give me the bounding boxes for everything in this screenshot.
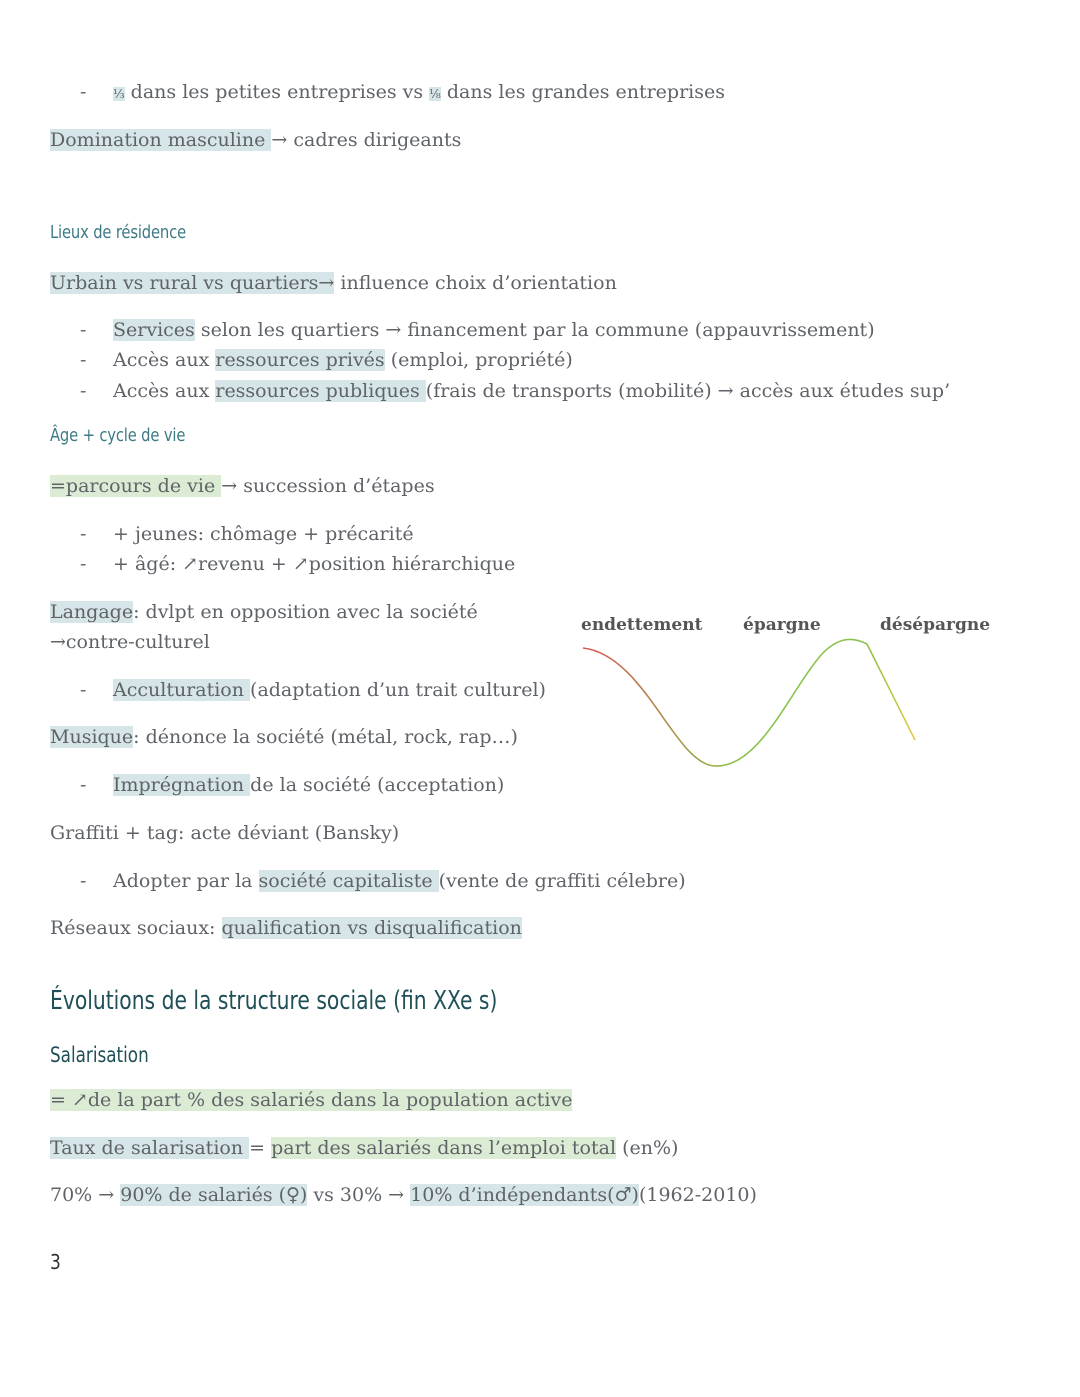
bullet-dash: - (80, 319, 87, 341)
highlight: qualification vs disqualification (221, 917, 522, 939)
page-number: 3 (50, 1250, 61, 1274)
bullet-dash: - (80, 774, 87, 796)
curve-tail (867, 644, 915, 740)
diagram-label-endettement: endettement (581, 615, 703, 635)
bullet-dash: - (80, 679, 87, 701)
bullet-dash: - (80, 81, 87, 103)
bullet-dash: - (80, 349, 87, 371)
highlight: =parcours de vie (50, 475, 222, 497)
text-line: Réseaux sociaux: qualification vs disqualification (50, 917, 522, 939)
highlight: Acculturation (113, 679, 251, 701)
highlight: Taux de salarisation (50, 1137, 250, 1159)
text-line: 70% → 90% de salariés (♀) vs 30% → 10% d’indépendants(♂)(1962-2010) (50, 1184, 757, 1206)
text-line: =parcours de vie → succession d’étapes (50, 475, 435, 497)
diagram-label-desepargne: désépargne (880, 615, 991, 635)
highlight: Musique (50, 726, 134, 748)
list-item: + jeunes: chômage + précarité (113, 523, 414, 545)
text-line (50, 1087, 572, 1113)
highlight: Langage (50, 601, 134, 623)
section-heading: Salarisation (50, 1043, 149, 1067)
highlight: Services (113, 319, 195, 341)
bullet-dash: - (80, 523, 87, 545)
highlight: ⅛ (429, 87, 441, 101)
list-item: Acculturation (adaptation d’un trait culturel) (113, 679, 546, 701)
highlight: société capitaliste (258, 870, 439, 892)
list-item: Adopter par la société capitaliste (vente de graffiti célebre) (113, 870, 686, 892)
highlight: 10% d’indépendants(♂) (410, 1184, 639, 1206)
text-line: Graffiti + tag: acte déviant (Bansky) (50, 822, 400, 844)
text-line: Urbain vs rural vs quartiers→ influence choix d’orientation (50, 272, 617, 294)
highlight: ressources publiques (215, 380, 426, 402)
text-line: Langage: dvlpt en opposition avec la société (50, 601, 478, 623)
curve-main (583, 639, 867, 766)
text-line: Domination masculine → cadres dirigeants (50, 129, 462, 151)
list-item: Accès aux ressources publiques (frais de transports (mobilité) → accès aux études sup’ (113, 380, 951, 402)
list-item: + âgé: ↗revenu + ↗position hiérarchique (113, 553, 516, 575)
text-line: Musique: dénonce la société (métal, rock, rap…) (50, 726, 518, 748)
section-heading: Lieux de résidence (50, 222, 187, 243)
list-item: Accès aux ressources privés (emploi, propriété) (113, 349, 573, 371)
list-item: ⅓ dans les petites entreprises vs ⅛ dans les grandes entreprises (113, 81, 725, 103)
section-title: Évolutions de la structure sociale (fin XXe s) (50, 986, 498, 1016)
bullet-dash: - (80, 380, 87, 402)
list-item: Imprégnation de la société (acceptation) (113, 774, 505, 796)
highlight: 90% de salariés (♀) (120, 1184, 308, 1206)
bullet-dash: - (80, 553, 87, 575)
life-cycle-curve (570, 630, 940, 780)
highlight: Urbain vs rural vs quartiers→ (50, 272, 335, 294)
list-item: Services selon les quartiers → financement par la commune (appauvrissement) (113, 319, 875, 341)
highlight: ⅓ (113, 87, 125, 101)
text-line: Taux de salarisation = part des salariés dans l’emploi total (en%) (50, 1137, 679, 1159)
diagram-label-epargne: épargne (743, 615, 821, 635)
highlight: Domination masculine (50, 129, 272, 151)
text-line: →contre-culturel (50, 631, 210, 653)
highlight: Imprégnation (113, 774, 251, 796)
highlight: ressources privés (215, 349, 385, 371)
highlight: = ↗de la part % des salariés dans la population active (50, 1089, 573, 1111)
highlight: part des salariés dans l’emploi total (271, 1137, 617, 1159)
section-heading: Âge + cycle de vie (50, 425, 186, 446)
bullet-dash: - (80, 870, 87, 892)
